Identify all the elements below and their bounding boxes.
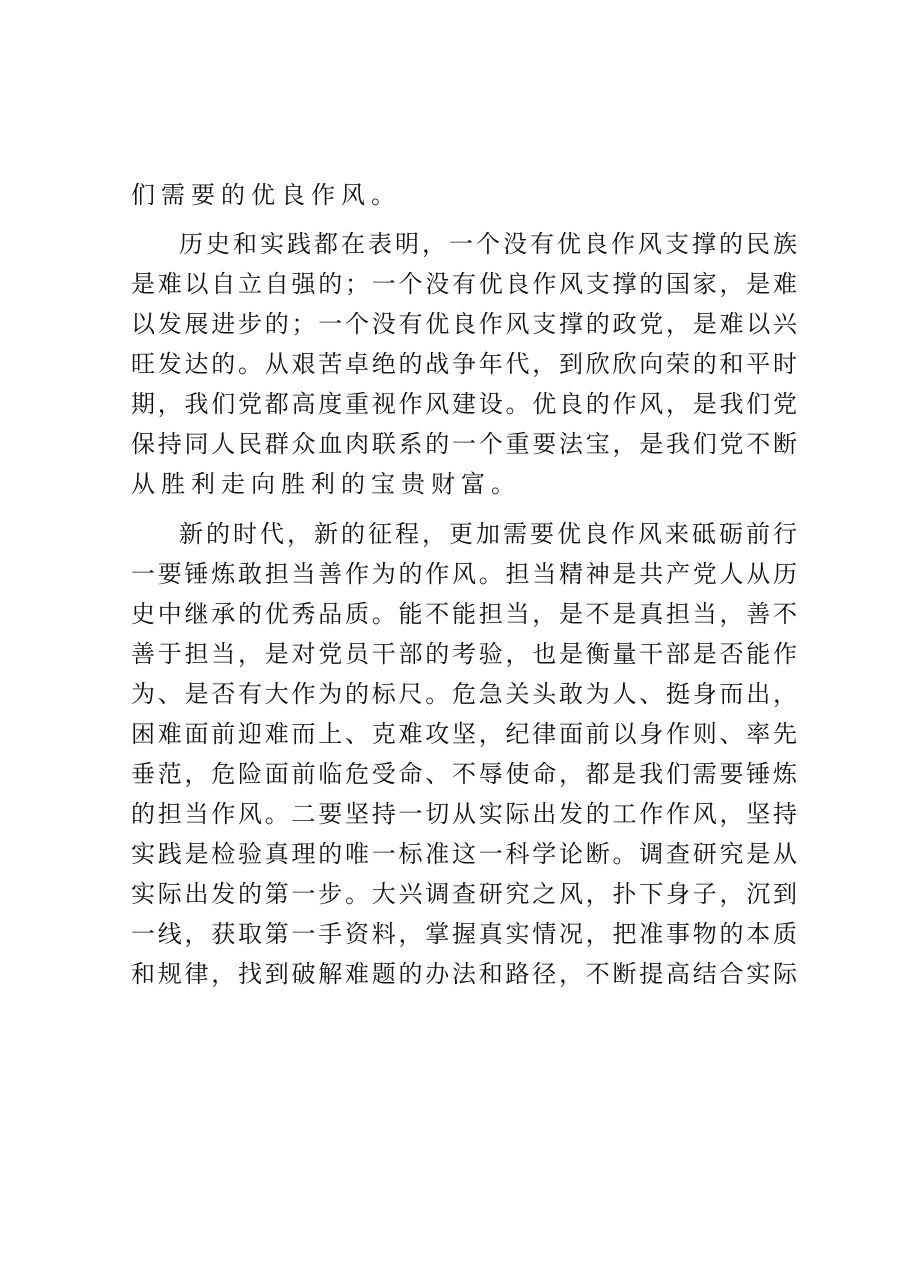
text-line: 垂范，危险面前临危受命、不辱使命，都是我们需要锤炼 [131,760,797,788]
text-line: 史中继承的优秀品质。能不能担当，是不是真担当，善不 [131,600,797,628]
text-line: 一线，获取第一手资料，掌握真实情况，把准事物的本质 [131,920,797,948]
text-line: 旺发达的。从艰苦卓绝的战争年代，到欣欣向荣的和平时 [131,350,797,378]
text-line: 是难以自立自强的；一个没有优良作风支撑的国家，是难 [131,270,797,298]
text-line: 善于担当，是对党员干部的考验，也是衡量干部是否能作 [131,640,797,668]
text-line: 和规律，找到破解难题的办法和路径，不断提高结合实际 [131,960,797,988]
text-line: 期，我们党都高度重视作风建设。优良的作风，是我们党 [131,390,797,418]
text-line: 以发展进步的；一个没有优良作风支撑的政党，是难以兴 [131,310,797,338]
text-line: 困难面前迎难而上、克难攻坚，纪律面前以身作则、率先 [131,720,797,748]
text-line: 们需要的优良作风。 [131,181,401,209]
text-line: 从胜利走向胜利的宝贵财富。 [131,470,521,498]
text-line: 实践是检验真理的唯一标准这一科学论断。调查研究是从 [131,840,797,868]
text-line: 为、是否有大作为的标尺。危急关头敢为人、挺身而出， [131,680,797,708]
text-line: 的担当作风。二要坚持一切从实际出发的工作作风，坚持 [131,800,797,828]
paragraph-first-line: 历史和实践都在表明，一个没有优良作风支撑的民族 [179,230,797,258]
paragraph-first-line: 新的时代，新的征程，更加需要优良作风来砥砺前行 [179,520,797,548]
text-line: 实际出发的第一步。大兴调查研究之风，扑下身子，沉到 [131,880,797,908]
text-line: 保持同人民群众血肉联系的一个重要法宝，是我们党不断 [131,430,797,458]
text-line: 一要锤炼敢担当善作为的作风。担当精神是共产党人从历 [131,560,797,588]
